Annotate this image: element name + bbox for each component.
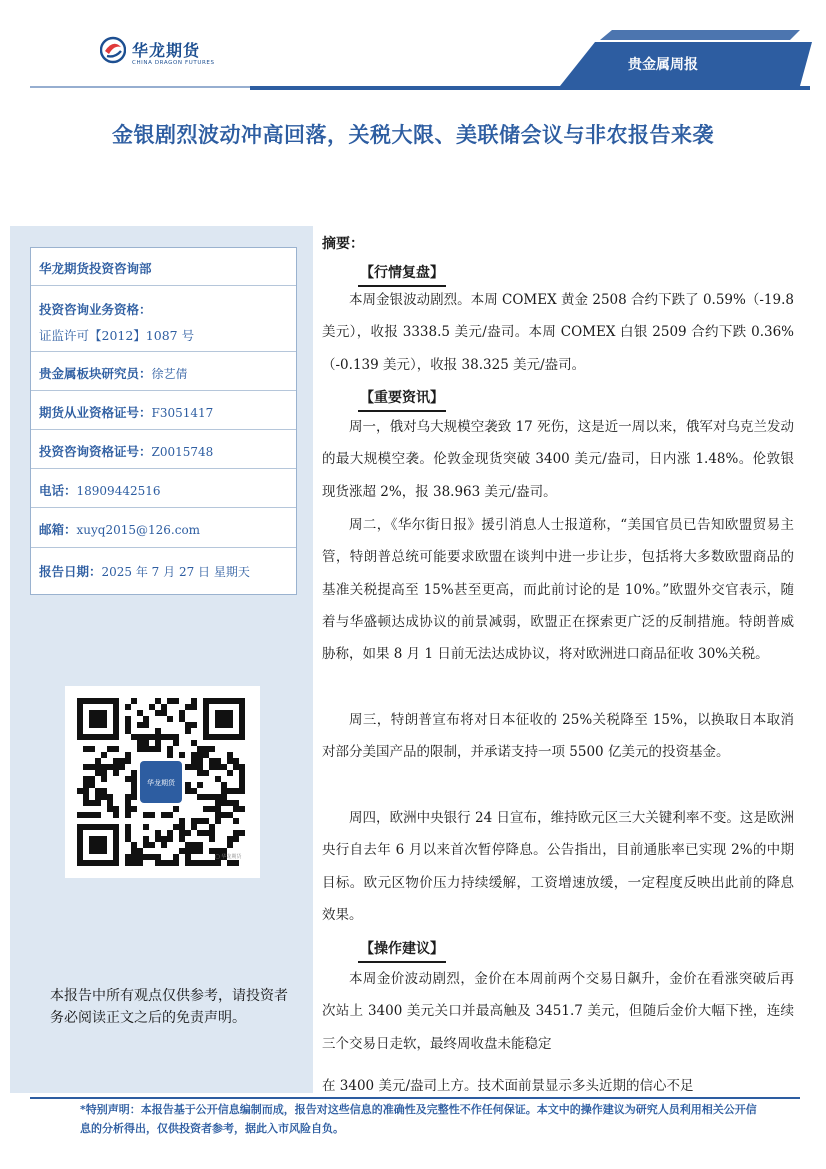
paragraph-advice-cut-line: 在 3400 美元/盎司上方。技术面前景显示多头近期的信心不足 [322,1078,694,1094]
company-name-en: CHINA DRAGON FUTURES [132,60,215,66]
report-title: 金银剧烈波动冲高回落，关税大限、美联储会议与非农报告来袭 [112,123,714,147]
paragraph-tuesday: 周二，《华尔街日报》援引消息人士报道称，“美国官员已告知欧盟贸易主管，特朗普总统可能要求欧盟在谈判中进一步让步，包括将大多数欧盟商品的基准关税提高至 15%甚至更高，而此前讨论的是 10%。”欧盟外交官表示，随着与华盛顿达成协议的前景减弱，欧盟正在探索更广泛的反制措施。特朗普威胁称，如果 8 月 1 日前无法达成协议，将对欧洲进口商品征收 30%关税。 [322,517,794,663]
sidebar-disclaimer: 本报告中所有观点仅供参考，请投资者务必阅读正文之后的免责声明。 [50,988,288,1026]
researcher-value: 徐艺倩 [151,367,188,381]
footer-rule [30,1097,800,1099]
qr-code [65,686,260,878]
phone-value: 18909442516 [76,484,161,498]
info-row-phone [31,469,296,508]
dragon-logo-icon [100,36,126,64]
qualification-value: 证监许可【2012】1087 号 [39,328,195,343]
summary-title: 摘要： [322,236,364,252]
report-date-label: 报告日期： [39,564,102,579]
dept-name: 华龙期货投资咨询部 [39,261,152,276]
qualification-label: 投资咨询业务资格： [39,302,152,317]
paragraph-market-review: 本周金银波动剧烈。本周 COMEX 黄金 2508 合约下跌了 0.59%（-19.8 美元），收报 3338.5 美元/盎司。本周 COMEX 白银 2509 合约下跌 0.36%（-0.139 美元），收报 38.325 美元/盎司。 [322,292,794,373]
email-value: xuyq2015@126.com [76,523,201,537]
footer-disclaimer: *特别声明：本报告基于公开信息编制而成，报告对这些信息的准确性及完整性不作任何保证。本文中的操作建议为研究人员利用相关公开信息的分析得出，仅供投资者参考，据此入市风险自负。 [80,1103,757,1135]
info-row-email [31,508,296,548]
info-row-advisory-cert [31,430,296,469]
section-heading-advice: 【操作建议】 [358,938,446,963]
qr-code-image [65,686,260,878]
futures-cert-label: 期货从业资格证号： [39,405,152,420]
advisory-cert-label: 投资咨询资格证号： [39,444,152,459]
paragraph-thursday: 周四，欧洲中央银行 24 日宣布，维持欧元区三大关键利率不变。这是欧洲央行自去年 6 月以来首次暂停降息。公告指出，目前通胀率已实现 2%的中期目标。欧元区物价压力持续缓解，工资增速放缓，一定程度反映出此前的降息效果。 [322,810,794,923]
email-label: 邮箱： [39,522,77,537]
advisory-cert-value: Z0015748 [151,445,214,459]
info-row-researcher [31,352,296,391]
info-row-qualification [31,286,296,352]
analyst-info-box [30,247,297,595]
phone-label: 电话： [39,483,77,498]
section-heading-market-review: 【行情复盘】 [358,262,446,287]
paragraph-wednesday: 周三，特朗普宣布将对日本征收的 25%关税降至 15%，以换取日本取消对部分美国产品的限制，并承诺支持一项 5500 亿美元的投资基金。 [322,712,794,761]
company-name-cn: 华龙期货 [132,41,201,60]
futures-cert-value: F3051417 [151,406,214,420]
info-row-report-date [31,548,296,594]
company-logo [100,34,230,74]
report-type-label: 贵金属周报 [628,57,698,73]
paragraph-advice: 本周金价波动剧烈，金价在本周前两个交易日飙升，金价在看涨突破后再次站上 3400 美元关口并最高触及 3451.7 美元，但随后金价大幅下挫，连续三个交易日走软，最终周收盘未能稳定 [322,971,794,1052]
svg-text:华龙期货: 华龙期货 [147,779,175,787]
cut-line-wrapper [322,1072,794,1096]
section-heading-news: 【重要资讯】 [358,387,446,412]
dept-row [31,248,296,286]
info-row-futures-cert [31,391,296,430]
report-date-value: 2025 年 7 月 27 日 星期天 [101,565,250,579]
paragraph-monday: 周一，俄对乌大规模空袭致 17 死伤，这是近一周以来，俄军对乌克兰发动的最大规模空袭。伦敦金现货突破 3400 美元/盎司，日内涨 1.48%。伦敦银现货涨超 2%，报 38.963 美元/盎司。 [322,419,794,500]
qr-caption-mark: ▢ 华龙期货 [215,854,242,860]
researcher-label: 贵金属板块研究员： [39,366,152,381]
